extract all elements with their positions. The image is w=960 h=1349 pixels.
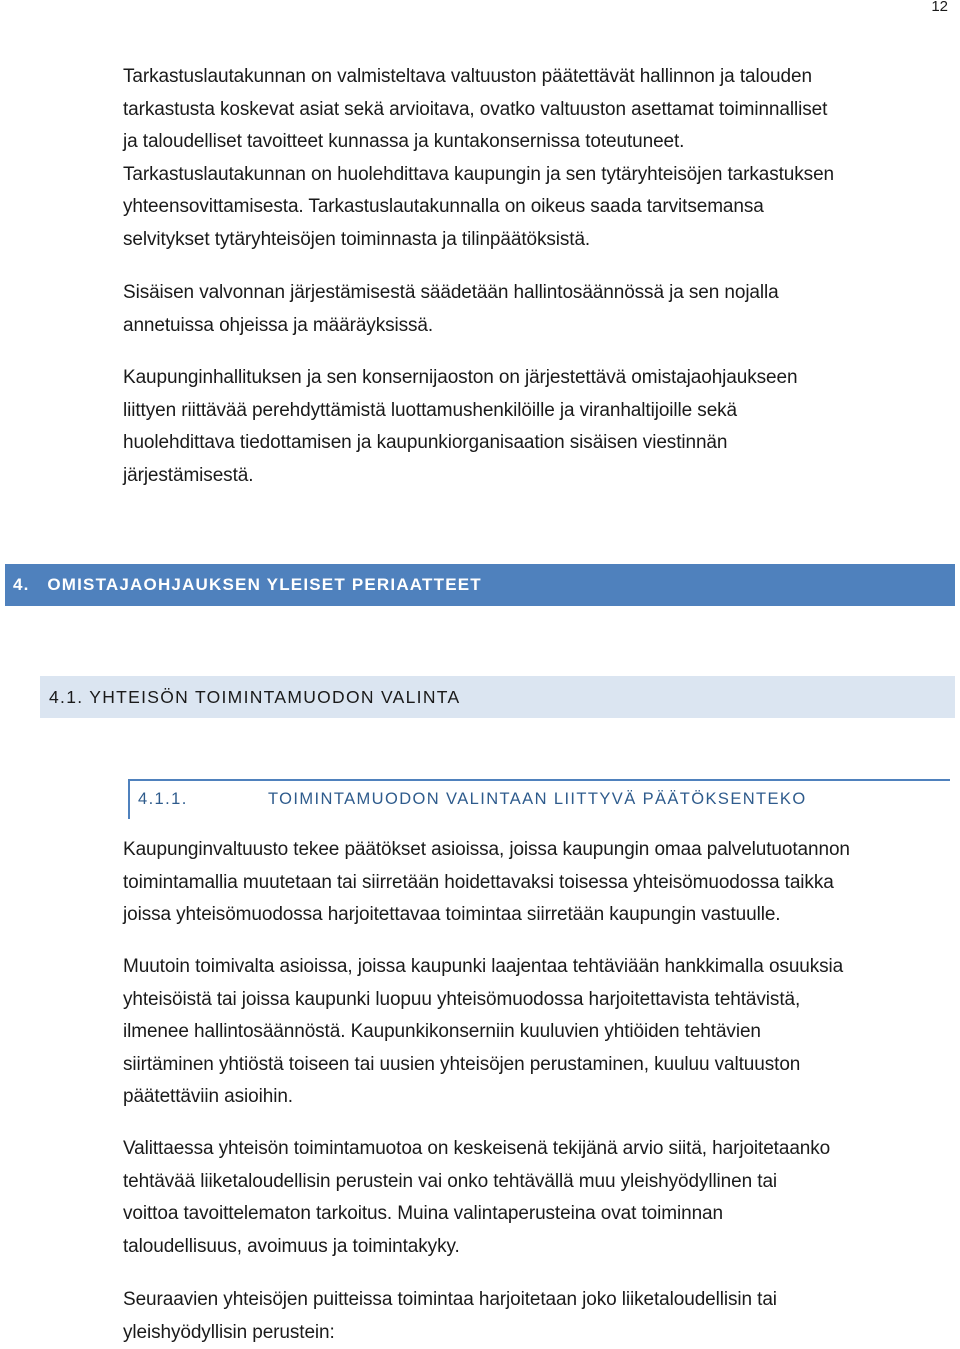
text-line: voittoa tavoittelematon tarkoitus. Muina valintaperusteina ovat toiminnan [123,1198,953,1231]
text-line: yhteensovittamisesta. Tarkastuslautakunnalla on oikeus saada tarvitsemansa [123,191,953,224]
text-line: päätettäviin asioihin. [123,1081,953,1114]
text-line: Muutoin toimivalta asioissa, joissa kaupunki laajentaa tehtäviään hankkimalla osuuksia [123,951,953,984]
paragraph-seuraavat-yhteisot [123,1284,953,1349]
text-line: Kaupunginhallituksen ja sen konsernijaoston on järjestettävä omistajaohjaukseen [123,362,953,395]
text-line: annetuissa ohjeissa ja määräyksissä. [123,310,953,343]
text-line: järjestämisestä. [123,460,953,493]
paragraph-kaupunginhallitus [123,362,953,492]
text-line: huolehdittava tiedottamisen ja kaupunkiorganisaation sisäisen viestinnän [123,427,953,460]
paragraph-sisainen-valvonta [123,277,953,342]
text-line: Sisäisen valvonnan järjestämisestä säädetään hallintosäännössä ja sen nojalla [123,277,953,310]
paragraph-tarkastuslautakunta [123,61,953,256]
section-heading-4: 4. OMISTAJAOHJAUKSEN YLEISET PERIAATTEET [5,564,955,606]
text-line: Kaupunginvaltuusto tekee päätökset asioissa, joissa kaupungin omaa palvelutuotannon [123,834,953,867]
paragraph-kaupunginvaltuusto [123,834,953,932]
paragraph-toimintamuoto [123,1133,953,1263]
text-line: liittyen riittävää perehdyttämistä luottamushenkilöille ja viranhaltijoille sekä [123,395,953,428]
text-line: tehtävää liiketaloudellisin perustein vai onko tehtävällä muu yleishyödyllinen tai [123,1166,953,1199]
text-line: taloudellisuus, avoimuus ja toimintakyky. [123,1231,953,1264]
text-line: ja taloudelliset tavoitteet kunnassa ja kuntakonsernissa toteutuneet. [123,126,953,159]
text-line: tarkastusta koskevat asiat sekä arvioitava, ovatko valtuuston asettamat toiminnalliset [123,94,953,127]
text-line: selvitykset tytäryhteisöjen toiminnasta ja tilinpäätöksistä. [123,224,953,257]
page-number: 12 [931,0,948,15]
text-line: siirtäminen yhtiöstä toiseen tai uusien yhteisöjen perustaminen, kuuluu valtuuston [123,1049,953,1082]
paragraph-toimivalta [123,951,953,1114]
text-line: Seuraavien yhteisöjen puitteissa toimintaa harjoitetaan joko liiketaloudellisin tai [123,1284,953,1317]
subsubsection-heading-4-1-1 [128,779,950,819]
subsection-heading-4-1: 4.1. YHTEISÖN TOIMINTAMUODON VALINTA [40,676,955,718]
text-line: Valittaessa yhteisön toimintamuotoa on keskeisenä tekijänä arvio siitä, harjoitetaanko [123,1133,953,1166]
text-line: Tarkastuslautakunnan on valmisteltava valtuuston päätettävät hallinnon ja talouden [123,61,953,94]
heading-title: TOIMINTAMUODON VALINTAAN LIITTYVÄ PÄÄTÖKSENTEKO [268,790,807,809]
heading-number: 4.1.1. [138,790,188,809]
text-line: joissa yhteisömuodossa harjoitettavaa toimintaa siirretään kaupungin vastuulle. [123,899,953,932]
text-line: yleishyödyllisin perustein: [123,1317,953,1349]
text-line: yhteisöistä tai joissa kaupunki luopuu yhteisömuodossa harjoitettavista tehtävistä, [123,984,953,1017]
text-line: ilmenee hallintosäännöstä. Kaupunkikonserniin kuuluvien yhtiöiden tehtävien [123,1016,953,1049]
text-line: toimintamallia muutetaan tai siirretään hoidettavaksi toisessa yhteisömuodossa taikka [123,867,953,900]
text-line: Tarkastuslautakunnan on huolehdittava kaupungin ja sen tytäryhteisöjen tarkastuksen [123,159,953,192]
